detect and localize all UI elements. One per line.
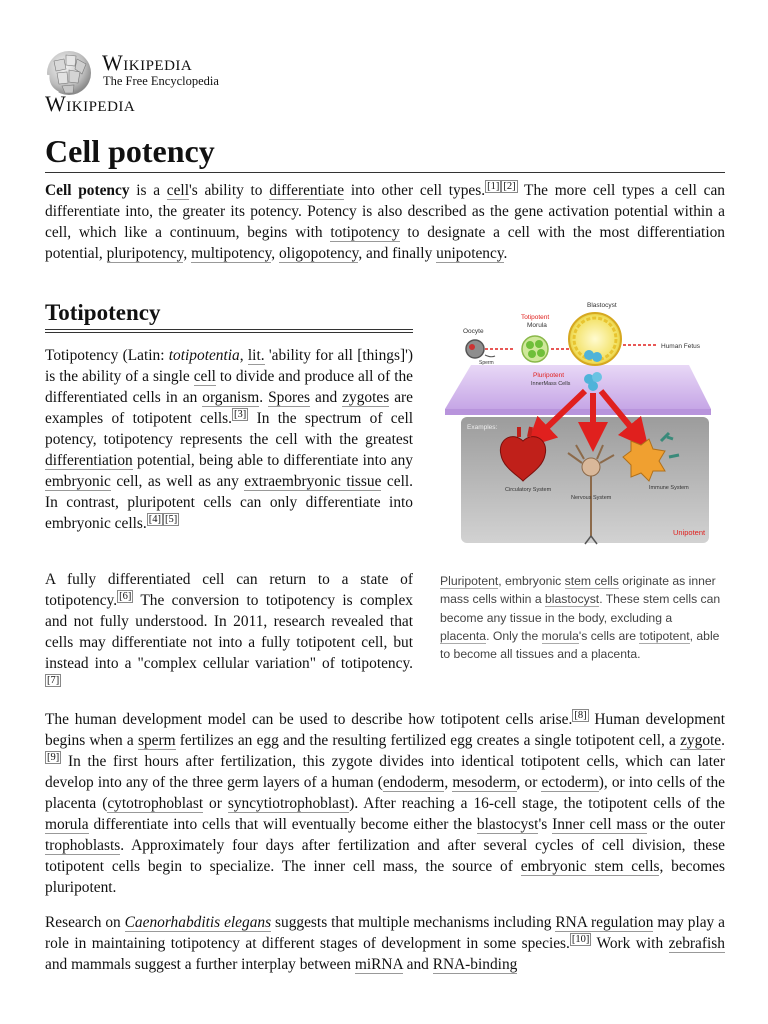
label-pluripotent: Pluripotent xyxy=(533,372,565,379)
article-link[interactable]: zygote xyxy=(680,732,722,749)
text-run: . xyxy=(721,732,725,749)
pluripotent-plane xyxy=(445,365,711,409)
text-run: , and finally xyxy=(358,245,437,262)
article-link[interactable]: totipotency xyxy=(330,224,400,241)
article-link[interactable]: endoderm xyxy=(382,774,445,791)
text-run: differentiate into cells that will eventually become either the xyxy=(88,816,477,833)
article-link[interactable]: zebrafish xyxy=(668,935,725,952)
text-run: cell, as well as any xyxy=(110,473,245,490)
text-run: suggests that multiple mechanisms including xyxy=(271,914,556,931)
totipotency-paragraph-2 xyxy=(45,569,413,695)
citation-link[interactable]: [9] xyxy=(47,751,60,763)
text-run: A fully differentiated cell can return to a state of totipotency. xyxy=(45,571,413,609)
text-run: The more cell types a cell can differentiate into, the greater its potency. Potency is also described as the gene activation potential within a cell, which like a continuum, begins with xyxy=(45,182,725,241)
citation-link[interactable]: [4] xyxy=(148,513,161,525)
text-run: 's xyxy=(538,816,553,833)
article-link[interactable]: stem cells xyxy=(564,574,619,589)
text-run: to divide and produce all of the differentiated cells in an xyxy=(45,368,413,406)
logo-tagline: The Free Encyclopedia xyxy=(103,74,219,88)
examples-panel xyxy=(461,417,709,543)
text-run: , becomes pluripotent. xyxy=(45,858,725,896)
label-human-fetus: Human Fetus xyxy=(661,343,701,350)
article-link[interactable]: morula xyxy=(45,816,89,833)
citation-link[interactable]: [2] xyxy=(503,180,516,192)
text-run: fertilizes an egg and the resulting fertilized egg creates a single totipotent cell, a xyxy=(175,732,681,749)
label-circulatory: Circulatory System xyxy=(505,487,552,493)
text-run: and xyxy=(402,956,433,973)
text-run: , able to become all tissues and a placenta. xyxy=(440,628,720,661)
totipotency-paragraph-3 xyxy=(45,709,725,898)
article-link[interactable]: pluripotency xyxy=(106,245,184,262)
article-link[interactable]: zygotes xyxy=(342,389,390,406)
citation-link[interactable]: [8] xyxy=(574,709,587,721)
article-link[interactable]: morula xyxy=(541,628,579,643)
article-link[interactable]: syncytiotrophoblast xyxy=(227,795,350,812)
citation-link[interactable]: [5] xyxy=(164,513,178,525)
text-run: ). After reaching a 16-cell stage, the totipotent cells of the xyxy=(349,795,725,812)
italic-term: totipotentia xyxy=(168,347,240,364)
text-run: and xyxy=(310,389,343,406)
section-divider xyxy=(45,329,413,330)
text-run: In the first hours after fertilization, this zygote divides into identical totipotent cells, which can later develop into any of the three germ layers of a human ( xyxy=(45,753,725,791)
text-run: . xyxy=(259,389,269,406)
text-run: Totipotency (Latin: xyxy=(45,347,169,364)
article-link[interactable]: sperm xyxy=(137,732,176,749)
label-nervous: Nervous System xyxy=(571,495,612,501)
text-run: are examples of totipotent cells. xyxy=(45,389,413,427)
article-link[interactable]: multipotency xyxy=(191,245,272,262)
article-link[interactable]: lit. xyxy=(247,347,265,364)
label-inner-mass: InnerMass Cells xyxy=(531,381,571,387)
totipotency-paragraph-1 xyxy=(45,345,413,534)
text-run: may play a role in maintaining totipotency at different stages of development in some species. xyxy=(45,914,725,952)
label-unipotent: Unipotent xyxy=(673,528,706,537)
morula-cell xyxy=(522,336,548,362)
citation-link[interactable]: [3] xyxy=(234,408,247,420)
text-run: into other cell types. xyxy=(344,182,486,199)
title-divider xyxy=(45,172,725,173)
article-link[interactable]: trophoblasts xyxy=(45,837,121,854)
article-link[interactable]: cell xyxy=(193,368,216,385)
text-run: The human development model can be used to describe how totipotent cells arise. xyxy=(45,711,573,728)
text-run: , xyxy=(444,774,453,791)
text-run: Human development begins when a xyxy=(45,711,725,749)
oocyte-cell xyxy=(466,340,484,358)
text-run: , xyxy=(239,347,248,364)
text-run: , or xyxy=(516,774,542,791)
article-link[interactable]: totipotent xyxy=(639,628,690,643)
label-blastocyst: Blastocyst xyxy=(587,302,617,309)
article-link[interactable]: differentiation xyxy=(45,452,133,469)
cell-potency-diagram[interactable] xyxy=(439,291,715,551)
text-run: 'ability for all [things]') is the ability of a single xyxy=(45,347,413,385)
article-link[interactable]: RNA regulation xyxy=(555,914,654,931)
article-link[interactable]: Caenorhabditis elegans xyxy=(124,914,272,931)
text-run: 's cells are xyxy=(578,628,640,643)
text-run: is a xyxy=(129,182,167,199)
label-totipotent: Totipotent xyxy=(521,314,550,321)
article-link[interactable]: embryonic stem cells xyxy=(520,858,660,875)
article-link[interactable]: blastocyst xyxy=(544,592,600,607)
section-heading-totipotency: Totipotency xyxy=(45,300,161,325)
text-run: . Only the xyxy=(486,628,542,643)
text-run: . xyxy=(503,245,508,262)
text-run: The conversion to totipotency is complex and not fully understood. In 2011, research revealed that cells may differentiate not into a fully totipotent cell, but instead into a "complex cellular variation" of totipotency. xyxy=(45,592,413,672)
citation-link[interactable]: [10] xyxy=(571,933,590,945)
wikipedia-globe-logo[interactable] xyxy=(44,47,94,97)
section-divider-double xyxy=(45,332,413,333)
page-title: Cell potency xyxy=(45,133,215,169)
sperm-cell xyxy=(485,355,495,357)
article-link[interactable]: Pluripotent xyxy=(440,574,499,589)
logo-wordmark[interactable]: Wikipedia xyxy=(102,50,193,75)
lead-paragraph xyxy=(45,180,725,264)
label-immune: Immune System xyxy=(649,485,689,491)
article-link[interactable]: blastocyst xyxy=(476,816,539,833)
text-run: , xyxy=(271,245,279,262)
article-link[interactable]: extraembryonic tissue xyxy=(244,473,382,490)
label-oocyte: Oocyte xyxy=(463,328,484,335)
article-link[interactable]: organism xyxy=(202,389,260,406)
text-run: and mammals suggest a further interplay between xyxy=(45,956,355,973)
label-examples: Examples: xyxy=(467,424,498,431)
figure-caption xyxy=(440,572,722,663)
text-run: or the outer xyxy=(647,816,725,833)
text-run: potential, being able to differentiate into any xyxy=(132,452,413,469)
text-run: 's ability to xyxy=(188,182,270,199)
label-morula: Morula xyxy=(527,322,547,329)
text-run: . These stem cells can become any tissue in the body, excluding a xyxy=(440,592,721,625)
citation-link[interactable]: [6] xyxy=(119,590,132,602)
article-link[interactable]: embryonic xyxy=(45,473,111,490)
article-link[interactable]: Inner cell mass xyxy=(552,816,648,833)
text-run: , embryonic xyxy=(498,574,565,589)
article-link[interactable]: unipotency xyxy=(436,245,504,262)
site-name: Wikipedia xyxy=(45,91,136,116)
neuron-icon xyxy=(582,458,600,476)
bold-term: Cell potency xyxy=(45,182,130,199)
article-link[interactable]: RNA-binding xyxy=(432,956,518,973)
citation-link[interactable]: [1] xyxy=(487,180,500,192)
label-sperm: Sperm xyxy=(479,360,494,366)
text-run: to designate a cell with the most differentiation potential, xyxy=(45,224,725,262)
article-link[interactable]: mesoderm xyxy=(452,774,517,791)
text-run: . Approximately four days after fertilization and after several cycles of cell division, these totipotent cells begin to specialize. The inner cell mass, the source of xyxy=(45,837,725,875)
text-run: In the spectrum of cell potency, totipotency represents the cell with the greatest xyxy=(45,410,414,448)
citation-link[interactable]: [7] xyxy=(47,674,60,686)
text-run: Research on xyxy=(45,914,125,931)
article-link[interactable]: differentiate xyxy=(269,182,345,199)
article-link[interactable]: miRNA xyxy=(354,956,403,973)
article-link[interactable]: cytotrophoblast xyxy=(107,795,204,812)
text-run: or xyxy=(203,795,228,812)
article-link[interactable]: oligopotency xyxy=(278,245,359,262)
article-link[interactable]: cell xyxy=(166,182,189,199)
text-run: originate as inner mass cells within a xyxy=(440,574,716,607)
text-run: , xyxy=(183,245,192,262)
text-run: cell. In contrast, pluripotent cells can only differentiate into embryonic cells. xyxy=(45,473,413,532)
article-link[interactable]: ectoderm xyxy=(541,774,599,791)
article-link[interactable]: placenta xyxy=(440,628,487,643)
text-run: Work with xyxy=(591,935,669,952)
article-link[interactable]: Spores xyxy=(268,389,311,406)
text-run: ), or into cells of the placenta ( xyxy=(45,774,725,812)
totipotency-paragraph-4 xyxy=(45,912,725,975)
